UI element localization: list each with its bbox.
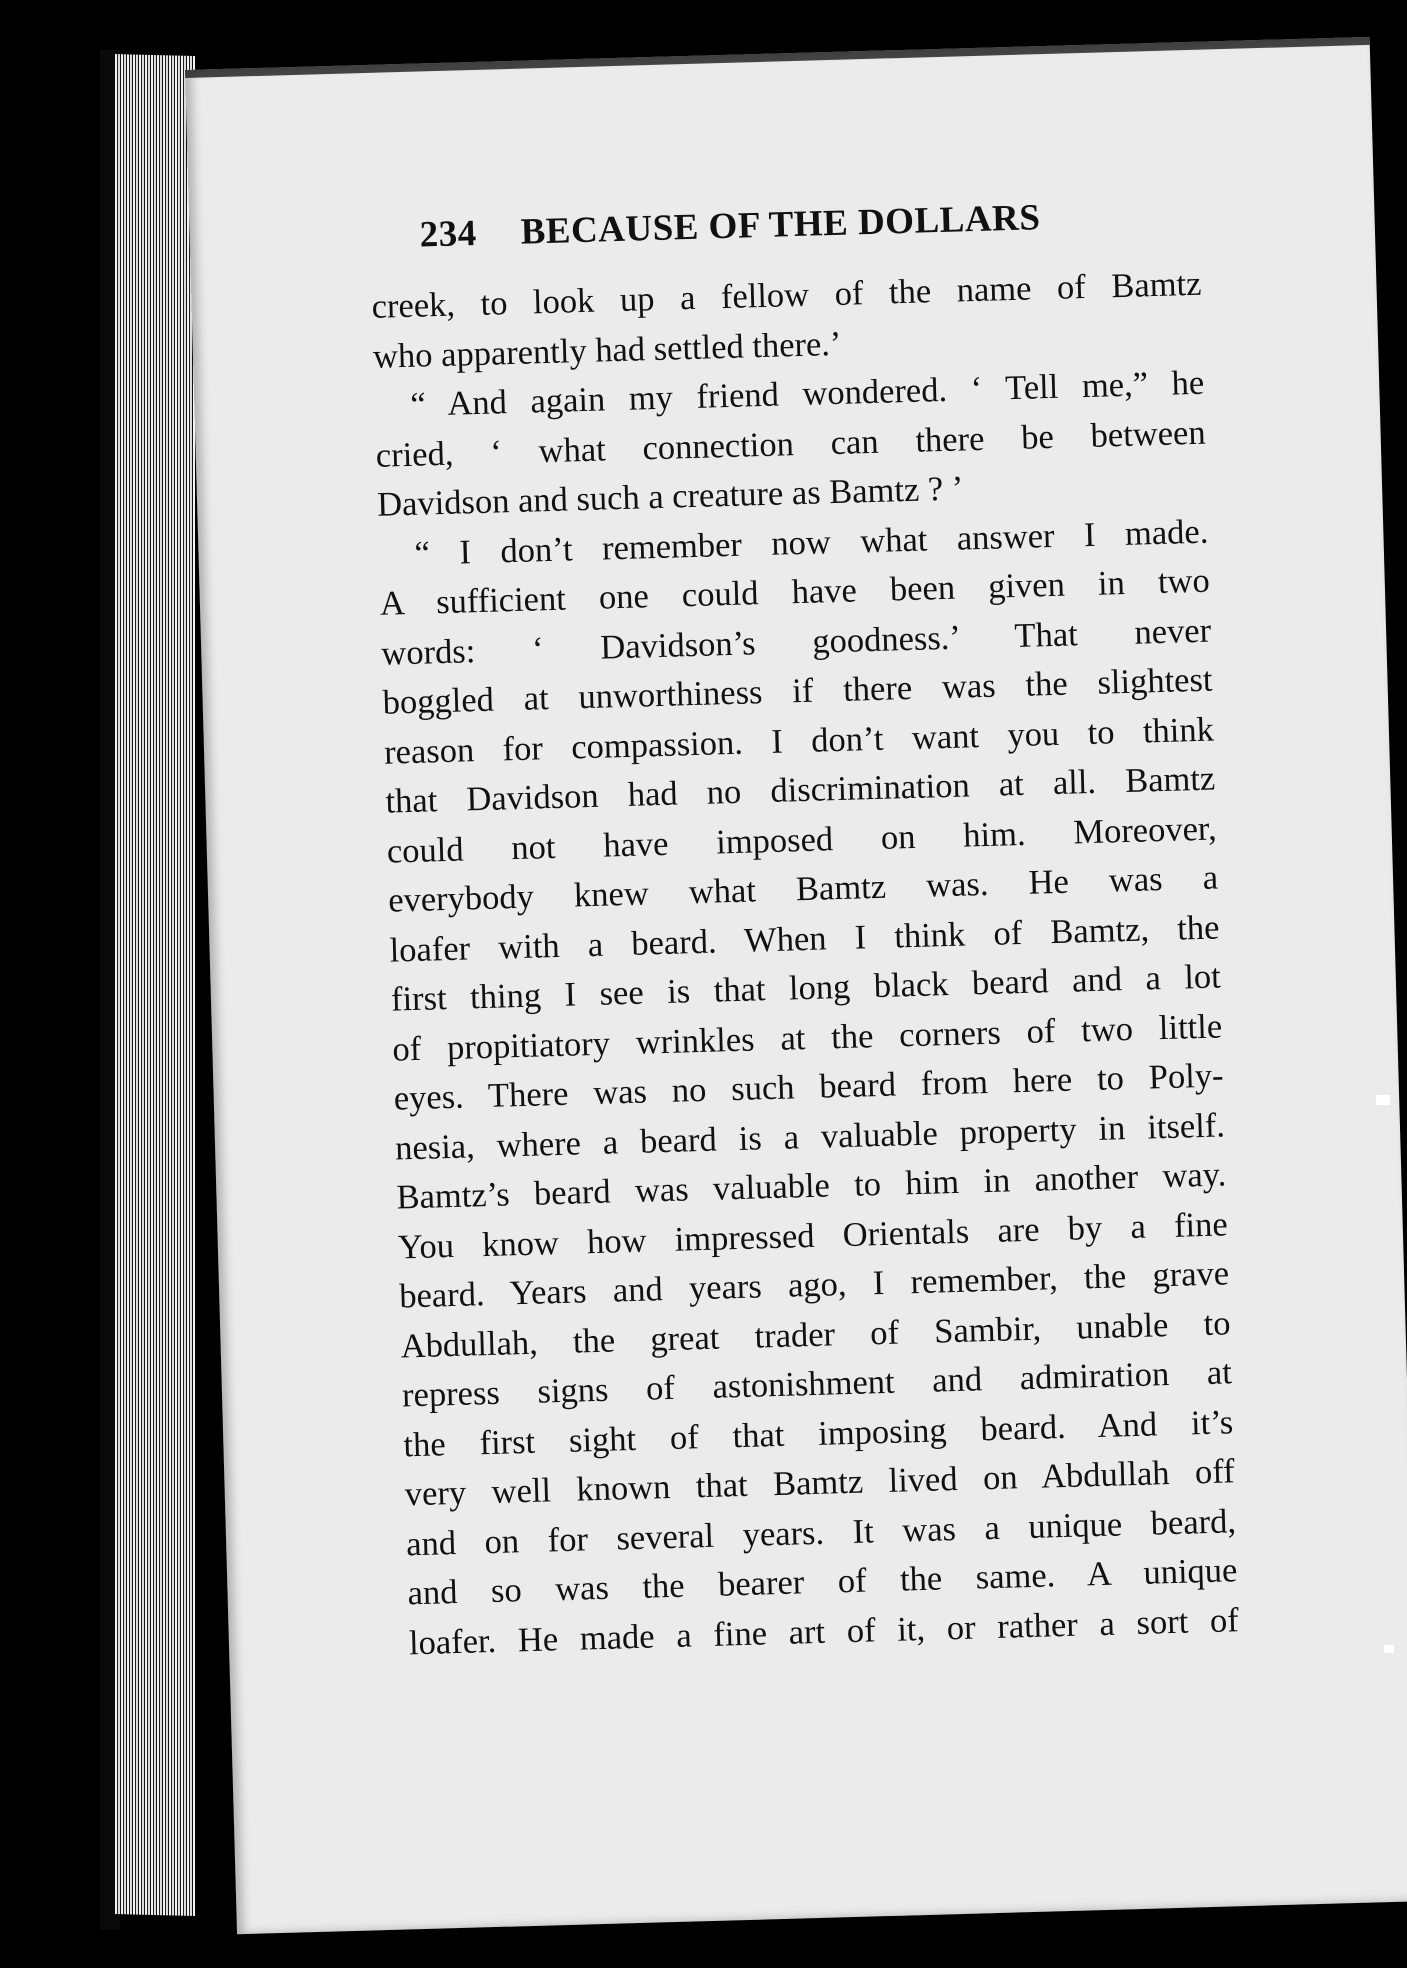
text-line: could not have imposed on him. Moreover,: [386, 808, 1218, 871]
text-line: eyes. There was no such beard from here to Poly-: [393, 1056, 1225, 1118]
text-line: and on for several years. It was a unique beard,: [405, 1501, 1237, 1563]
running-title: BECAUSE OF THE DOLLARS: [520, 197, 1041, 253]
text-line: loafer. He made a fine art of it, or rather a sort of: [408, 1600, 1240, 1662]
text-line: Abdullah, the great trader of Sambir, unable to: [400, 1303, 1231, 1365]
running-head: [419, 192, 1200, 257]
text-line: creek, to look up a fellow of the name of Bamtz: [371, 264, 1202, 326]
text-line: “ I don’t remember now what answer I made.: [414, 512, 1209, 573]
text-line: A sufficient one could have been given in two: [379, 561, 1211, 623]
text-line: repress signs of astonishment and admiration at: [401, 1353, 1233, 1415]
text-line: nesia, where a beard is a valuable property in itself.: [394, 1105, 1226, 1168]
text-line: that Davidson had no discrimination at all. Bamtz: [384, 759, 1216, 821]
text-line: words: ‘ Davidson’s goodness.’ That never: [380, 611, 1212, 673]
text-line: beard. Years and years ago, I remember, the grave: [398, 1254, 1230, 1316]
text-line: Bamtz’s beard was valuable to him in another way.: [396, 1155, 1227, 1217]
text-line: reason for compassion. I don’t want you to think: [383, 710, 1215, 772]
text-line: first thing I see is that long black beard and a lot: [390, 957, 1222, 1019]
text-line: boggled at unworthiness if there was the slightest: [382, 660, 1213, 722]
scan-artifact: [1384, 1645, 1394, 1653]
body-text: [371, 260, 1239, 1669]
text-line: and so was the bearer of the same. A unique: [407, 1551, 1238, 1613]
stacked-page-edges: [115, 54, 195, 1916]
text-line: loafer with a beard. When I think of Bamtz, the: [389, 907, 1220, 970]
text-line: You know how impressed Orientals are by a fine: [397, 1204, 1229, 1267]
text-line: who apparently had settled there.’: [372, 324, 842, 376]
text-line: the first sight of that imposing beard. And it’s: [402, 1402, 1234, 1464]
text-line: everybody knew what Bamtz was. He was a: [387, 858, 1219, 920]
page-number: 234: [419, 212, 478, 256]
book-page: [185, 37, 1407, 1934]
text-line: “ And again my friend wondered. ‘ Tell me,” he: [409, 363, 1205, 424]
text-line: of propitiatory wrinkles at the corners of two little: [391, 1006, 1223, 1069]
scan-artifact: [1376, 1095, 1390, 1105]
text-line: cried, ‘ what connection can there be between: [375, 413, 1207, 475]
page-top-edge: [185, 37, 1370, 78]
text-line: Davidson and such a creature as Bamtz ? ’: [376, 469, 964, 524]
text-line: very well known that Bamtz lived on Abdullah off: [404, 1452, 1236, 1514]
